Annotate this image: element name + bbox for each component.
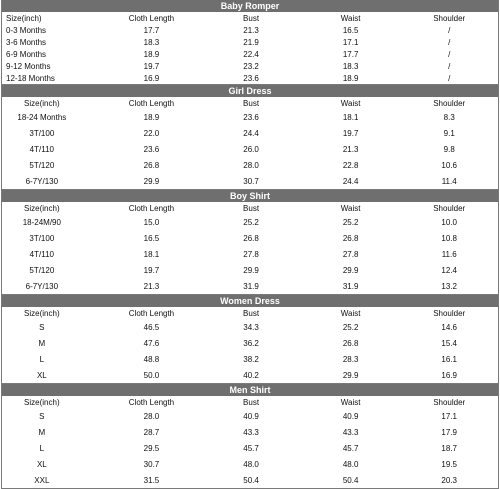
header-cloth-length: Cloth Length <box>128 203 175 213</box>
cloth-length-cell: 17.7 <box>143 25 160 35</box>
header-size: Size(inch) <box>24 98 60 108</box>
bust-cell: 50.4 <box>243 475 259 485</box>
section-title: Baby Romper <box>2 0 498 12</box>
size-cell: 3T/100 <box>29 233 55 243</box>
header-shoulder: Shoulder <box>433 397 466 407</box>
shoulder-cell: 11.6 <box>441 249 457 259</box>
bust-cell: 40.2 <box>243 370 259 380</box>
bust-cell: 28.0 <box>243 160 259 170</box>
waist-cell: 29.9 <box>342 265 359 275</box>
header-bust: Bust <box>243 397 260 407</box>
header-waist: Waist <box>340 308 361 318</box>
cloth-length-cell: 29.5 <box>143 443 160 453</box>
header-cloth-length: Cloth Length <box>128 397 175 407</box>
header-waist: Waist <box>340 397 361 407</box>
size-cell: 0-3 Months <box>6 25 47 35</box>
cloth-length-cell: 18.9 <box>143 49 160 59</box>
size-cell: M <box>38 338 46 348</box>
waist-cell: 17.1 <box>342 37 359 47</box>
size-cell: XL <box>36 370 47 380</box>
header-size: Size(inch) <box>6 13 42 23</box>
shoulder-cell: 10.8 <box>441 233 457 243</box>
table-row <box>2 157 498 173</box>
shoulder-cell: 12.4 <box>441 265 457 275</box>
table-row <box>2 408 498 424</box>
bust-cell: 22.4 <box>243 49 259 59</box>
header-size: Size(inch) <box>24 203 60 213</box>
waist-cell: 50.4 <box>342 475 359 485</box>
table-row <box>2 440 498 456</box>
bust-cell: 30.7 <box>243 176 259 186</box>
cloth-length-cell: 21.3 <box>143 281 160 291</box>
waist-cell: 25.2 <box>342 322 359 332</box>
header-shoulder: Shoulder <box>433 98 466 108</box>
table-row <box>2 24 498 36</box>
table-row <box>2 173 498 189</box>
cloth-length-cell: 16.5 <box>143 233 160 243</box>
cloth-length-cell: 18.1 <box>143 249 160 259</box>
size-cell: M <box>38 427 46 437</box>
size-cell: 3-6 Months <box>6 37 47 47</box>
cloth-length-cell: 16.9 <box>143 73 160 83</box>
cloth-length-cell: 28.0 <box>143 411 160 421</box>
bust-cell: 40.9 <box>243 411 259 421</box>
size-cell: 12-18 Months <box>6 73 55 83</box>
header-waist: Waist <box>340 13 361 23</box>
waist-cell: 18.9 <box>342 73 359 83</box>
waist-cell: 28.3 <box>342 354 359 364</box>
size-cell: 5T/120 <box>29 265 55 275</box>
waist-cell: 22.8 <box>342 160 359 170</box>
table-row <box>2 36 498 48</box>
shoulder-cell: 17.1 <box>441 411 457 421</box>
cloth-length-cell: 18.3 <box>143 37 160 47</box>
table-row <box>2 125 498 141</box>
shoulder-cell: / <box>448 49 451 59</box>
bust-cell: 21.3 <box>243 25 259 35</box>
cloth-length-cell: 46.5 <box>143 322 160 332</box>
shoulder-cell: / <box>448 73 451 83</box>
cloth-length-cell: 15.0 <box>143 217 160 227</box>
waist-cell: 17.7 <box>342 49 359 59</box>
shoulder-cell: 10.6 <box>441 160 457 170</box>
section-women-dress <box>2 295 498 384</box>
bust-cell: 34.3 <box>243 322 259 332</box>
size-cell: 9-12 Months <box>6 61 51 71</box>
section-boy-shirt <box>2 190 498 295</box>
bust-cell: 24.4 <box>243 128 259 138</box>
column-header-row <box>2 12 498 24</box>
header-bust: Bust <box>243 308 260 318</box>
section-baby-romper <box>2 0 498 85</box>
shoulder-cell: 16.1 <box>441 354 457 364</box>
shoulder-cell: 11.4 <box>441 176 457 186</box>
size-cell: 18-24M/90 <box>22 217 61 227</box>
shoulder-cell: 10.0 <box>441 217 457 227</box>
shoulder-cell: / <box>448 61 451 71</box>
waist-cell: 24.4 <box>342 176 359 186</box>
cloth-length-cell: 23.6 <box>143 144 160 154</box>
header-shoulder: Shoulder <box>433 203 466 213</box>
size-cell: XL <box>36 459 47 469</box>
waist-cell: 40.9 <box>342 411 359 421</box>
cloth-length-cell: 18.9 <box>143 112 160 122</box>
waist-cell: 18.3 <box>342 61 359 71</box>
column-header-row <box>2 307 498 319</box>
header-cloth-length: Cloth Length <box>128 13 175 23</box>
bust-cell: 23.6 <box>243 73 259 83</box>
size-cell: L <box>39 354 45 364</box>
bust-cell: 38.2 <box>243 354 259 364</box>
header-size: Size(inch) <box>24 397 60 407</box>
bust-cell: 21.9 <box>243 37 259 47</box>
header-bust: Bust <box>243 13 260 23</box>
table-row <box>2 262 498 278</box>
shoulder-cell: 20.3 <box>441 475 457 485</box>
bust-cell: 23.2 <box>243 61 259 71</box>
bust-cell: 29.9 <box>243 265 259 275</box>
size-cell: S <box>39 411 45 421</box>
table-row <box>2 278 498 294</box>
size-cell: 3T/100 <box>29 128 55 138</box>
size-cell: 6-7Y/130 <box>25 176 59 186</box>
size-cell: 6-9 Months <box>6 49 47 59</box>
cloth-length-cell: 47.6 <box>143 338 160 348</box>
cloth-length-cell: 19.7 <box>143 61 160 71</box>
table-row <box>2 230 498 246</box>
column-header-row <box>2 97 498 109</box>
bust-cell: 23.6 <box>243 112 259 122</box>
table-row <box>2 424 498 440</box>
shoulder-cell: 18.7 <box>441 443 457 453</box>
header-cloth-length: Cloth Length <box>128 98 175 108</box>
bust-cell: 27.8 <box>243 249 259 259</box>
bust-cell: 45.7 <box>243 443 259 453</box>
table-row <box>2 72 498 84</box>
waist-cell: 21.3 <box>342 144 359 154</box>
table-row <box>2 367 498 383</box>
waist-cell: 43.3 <box>342 427 359 437</box>
table-row <box>2 48 498 60</box>
table-row <box>2 335 498 351</box>
shoulder-cell: 16.9 <box>441 370 457 380</box>
cloth-length-cell: 31.5 <box>143 475 160 485</box>
header-waist: Waist <box>340 203 361 213</box>
section-girl-dress <box>2 85 498 190</box>
shoulder-cell: 19.5 <box>441 459 457 469</box>
waist-cell: 31.9 <box>342 281 359 291</box>
cloth-length-cell: 50.0 <box>143 370 160 380</box>
cloth-length-cell: 26.8 <box>143 160 160 170</box>
size-cell: 6-7Y/130 <box>25 281 59 291</box>
cloth-length-cell: 30.7 <box>143 459 160 469</box>
header-bust: Bust <box>243 203 260 213</box>
waist-cell: 29.9 <box>342 370 359 380</box>
waist-cell: 26.8 <box>342 233 359 243</box>
cloth-length-cell: 48.8 <box>143 354 160 364</box>
section-title: Women Dress <box>2 295 498 307</box>
table-row <box>2 472 498 488</box>
size-cell: XXL <box>34 475 50 485</box>
shoulder-cell: 8.3 <box>443 112 455 122</box>
section-men-shirt <box>2 384 498 489</box>
cloth-length-cell: 22.0 <box>143 128 160 138</box>
shoulder-cell: / <box>448 25 451 35</box>
header-shoulder: Shoulder <box>433 308 466 318</box>
table-row <box>2 351 498 367</box>
table-row <box>2 319 498 335</box>
header-waist: Waist <box>340 98 361 108</box>
section-title: Men Shirt <box>2 384 498 396</box>
waist-cell: 18.1 <box>342 112 359 122</box>
size-cell: S <box>39 322 45 332</box>
cloth-length-cell: 28.7 <box>143 427 160 437</box>
waist-cell: 26.8 <box>342 338 359 348</box>
size-cell: 4T/110 <box>29 144 54 154</box>
shoulder-cell: 9.8 <box>443 144 455 154</box>
cloth-length-cell: 29.9 <box>143 176 160 186</box>
section-title: Girl Dress <box>2 85 498 97</box>
shoulder-cell: 9.1 <box>443 128 455 138</box>
table-row <box>2 246 498 262</box>
size-chart <box>1 0 499 489</box>
waist-cell: 45.7 <box>342 443 359 453</box>
bust-cell: 43.3 <box>243 427 259 437</box>
cloth-length-cell: 19.7 <box>143 265 160 275</box>
size-cell: 5T/120 <box>29 160 55 170</box>
table-row <box>2 456 498 472</box>
shoulder-cell: 13.2 <box>441 281 457 291</box>
size-cell: 18-24 Months <box>17 112 67 122</box>
bust-cell: 26.8 <box>243 233 259 243</box>
bust-cell: 26.0 <box>243 144 259 154</box>
header-cloth-length: Cloth Length <box>128 308 175 318</box>
size-cell: 4T/110 <box>29 249 54 259</box>
waist-cell: 25.2 <box>342 217 359 227</box>
waist-cell: 27.8 <box>342 249 359 259</box>
bust-cell: 31.9 <box>243 281 259 291</box>
waist-cell: 19.7 <box>342 128 359 138</box>
table-row <box>2 60 498 72</box>
section-title: Boy Shirt <box>2 190 498 202</box>
table-row <box>2 141 498 157</box>
shoulder-cell: 15.4 <box>441 338 457 348</box>
table-row <box>2 214 498 230</box>
column-header-row <box>2 202 498 214</box>
shoulder-cell: 17.9 <box>441 427 457 437</box>
shoulder-cell: / <box>448 37 451 47</box>
size-cell: L <box>39 443 45 453</box>
header-size: Size(inch) <box>24 308 60 318</box>
bust-cell: 36.2 <box>243 338 259 348</box>
header-bust: Bust <box>243 98 260 108</box>
waist-cell: 48.0 <box>342 459 359 469</box>
column-header-row <box>2 396 498 408</box>
bust-cell: 25.2 <box>243 217 259 227</box>
waist-cell: 16.5 <box>342 25 359 35</box>
shoulder-cell: 14.6 <box>441 322 457 332</box>
bust-cell: 48.0 <box>243 459 259 469</box>
table-row <box>2 109 498 125</box>
header-shoulder: Shoulder <box>433 13 466 23</box>
